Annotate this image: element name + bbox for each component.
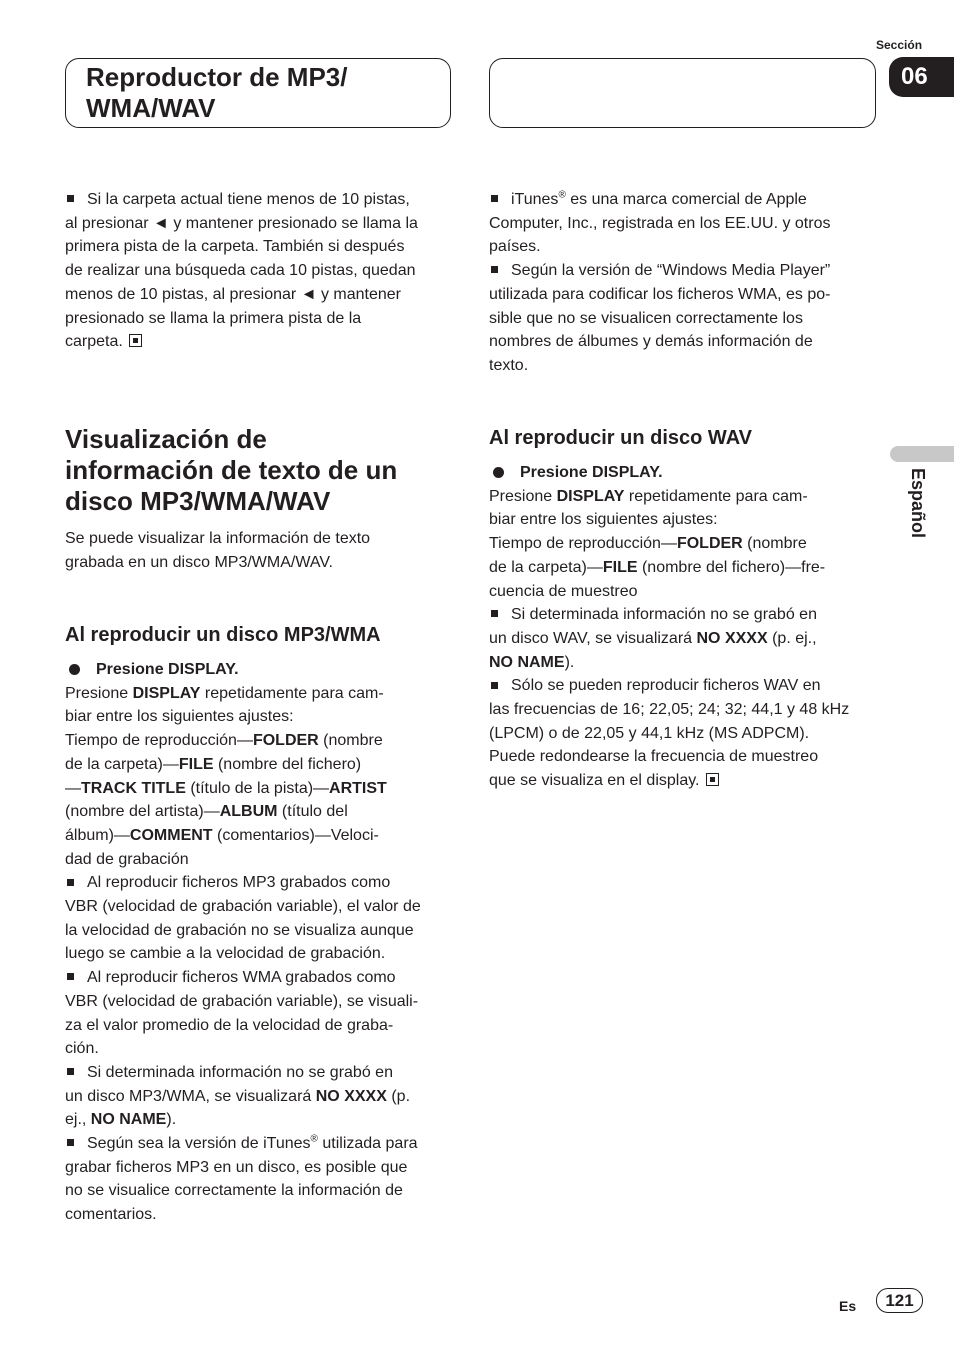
section-intro: Se puede visualizar la información de texto grabada en un disco MP3/WMA/WAV. (65, 530, 371, 571)
page-number: 121 (876, 1288, 923, 1313)
square-bullet-icon (67, 1068, 74, 1075)
footer-language-code: Es (839, 1298, 857, 1314)
chapter-title-line2: WMA/WAV (86, 93, 216, 123)
square-bullet-icon (67, 1139, 74, 1146)
section-label: Sección (876, 38, 923, 52)
right-notes-trademarks: iTunes® es una marca comercial de Apple Computer, Inc., registrada en los EE.UU. y otros países. Según la versión de “Windows Media Player” utilizada para codificar los ficheros WMA, es po- sible que no se visualicen correctamente los nombres de álbumes y demás información de texto. (489, 189, 831, 374)
square-bullet-icon (67, 879, 74, 886)
language-tab-label: Español (908, 468, 928, 539)
square-bullet-icon (491, 266, 498, 273)
language-tab-marker (890, 446, 954, 462)
chapter-title-line1: Reproductor de MP3/ (86, 62, 348, 92)
subheading-wav: Al reproducir un disco WAV (489, 427, 752, 449)
square-bullet-icon (67, 195, 74, 202)
end-mark-icon (129, 334, 142, 347)
step-bullet-icon (69, 664, 80, 675)
end-mark-icon (706, 773, 719, 786)
section-number-tab: 06 (889, 57, 954, 97)
subheading-mp3-wma: Al reproducir un disco MP3/WMA (65, 624, 381, 646)
left-note-track-search: Si la carpeta actual tiene menos de 10 pistas, al presionar ◄ y mantener presionado se llama la primera pista de la carpeta. También si después de realizar una búsqueda cada 10 pistas, quedan menos de 10 pistas, al presionar ◄ y mantener presionado se llama la primera pista de la carpeta. (65, 191, 418, 351)
section-heading: Visualización de información de texto de un disco MP3/WMA/WAV (65, 424, 398, 516)
step-bullet-icon (493, 467, 504, 478)
wav-instructions: Presione DISPLAY. Presione DISPLAY repetidamente para cam- biar entre los siguientes ajustes: Tiempo de reproducción—FOLDER (nombre de la carpeta)—FILE (nombre del fichero)—fre- cuencia de muestreo Si determinada información no se grabó en un disco WAV, se visualizará NO XXXX (p. ej., NO NAME). Sólo se pueden reproducir ficheros WAV en las frecuencias de 16; 22,05; 24; 32; 44,1 y 48 kHz (LPCM) o de 22,05 y 44,1 kHz (MS ADPCM). Puede redondearse la frecuencia de muestreo que se visualiza en el display. (489, 464, 850, 790)
mp3-wma-instructions: Presione DISPLAY. Presione DISPLAY repetidamente para cam- biar entre los siguientes ajustes: Tiempo de reproducción—FOLDER (nombre de la carpeta)—FILE (nombre del fichero) —TRACK TITLE (título de la pista)—ARTIST (nombre del artista)—ALBUM (título del álbum)—COMMENT (comentarios)—Veloci- dad de grabación Al reproducir ficheros MP3 grabados como VBR (velocidad de grabación variable), el valor de la velocidad de grabación no se visualiza aunque luego se cambie a la velocidad de grabación. Al reproducir ficheros WMA grabados como VBR (velocidad de grabación variable), se visuali- za el valor promedio de la velocidad de graba- ción. Si determinada información no se grabó en un disco MP3/WMA, se visualizará NO XXXX (p. ej., NO NAME). Según sea la versión de iTunes® utilizada para grabar ficheros MP3 en un disco, es posible que no se visualice correctamente la información de comentarios. (65, 661, 421, 1224)
square-bullet-icon (491, 195, 498, 202)
square-bullet-icon (67, 973, 74, 980)
chapter-title-box (65, 58, 451, 128)
square-bullet-icon (491, 682, 498, 689)
empty-header-box (489, 58, 876, 128)
square-bullet-icon (491, 610, 498, 617)
